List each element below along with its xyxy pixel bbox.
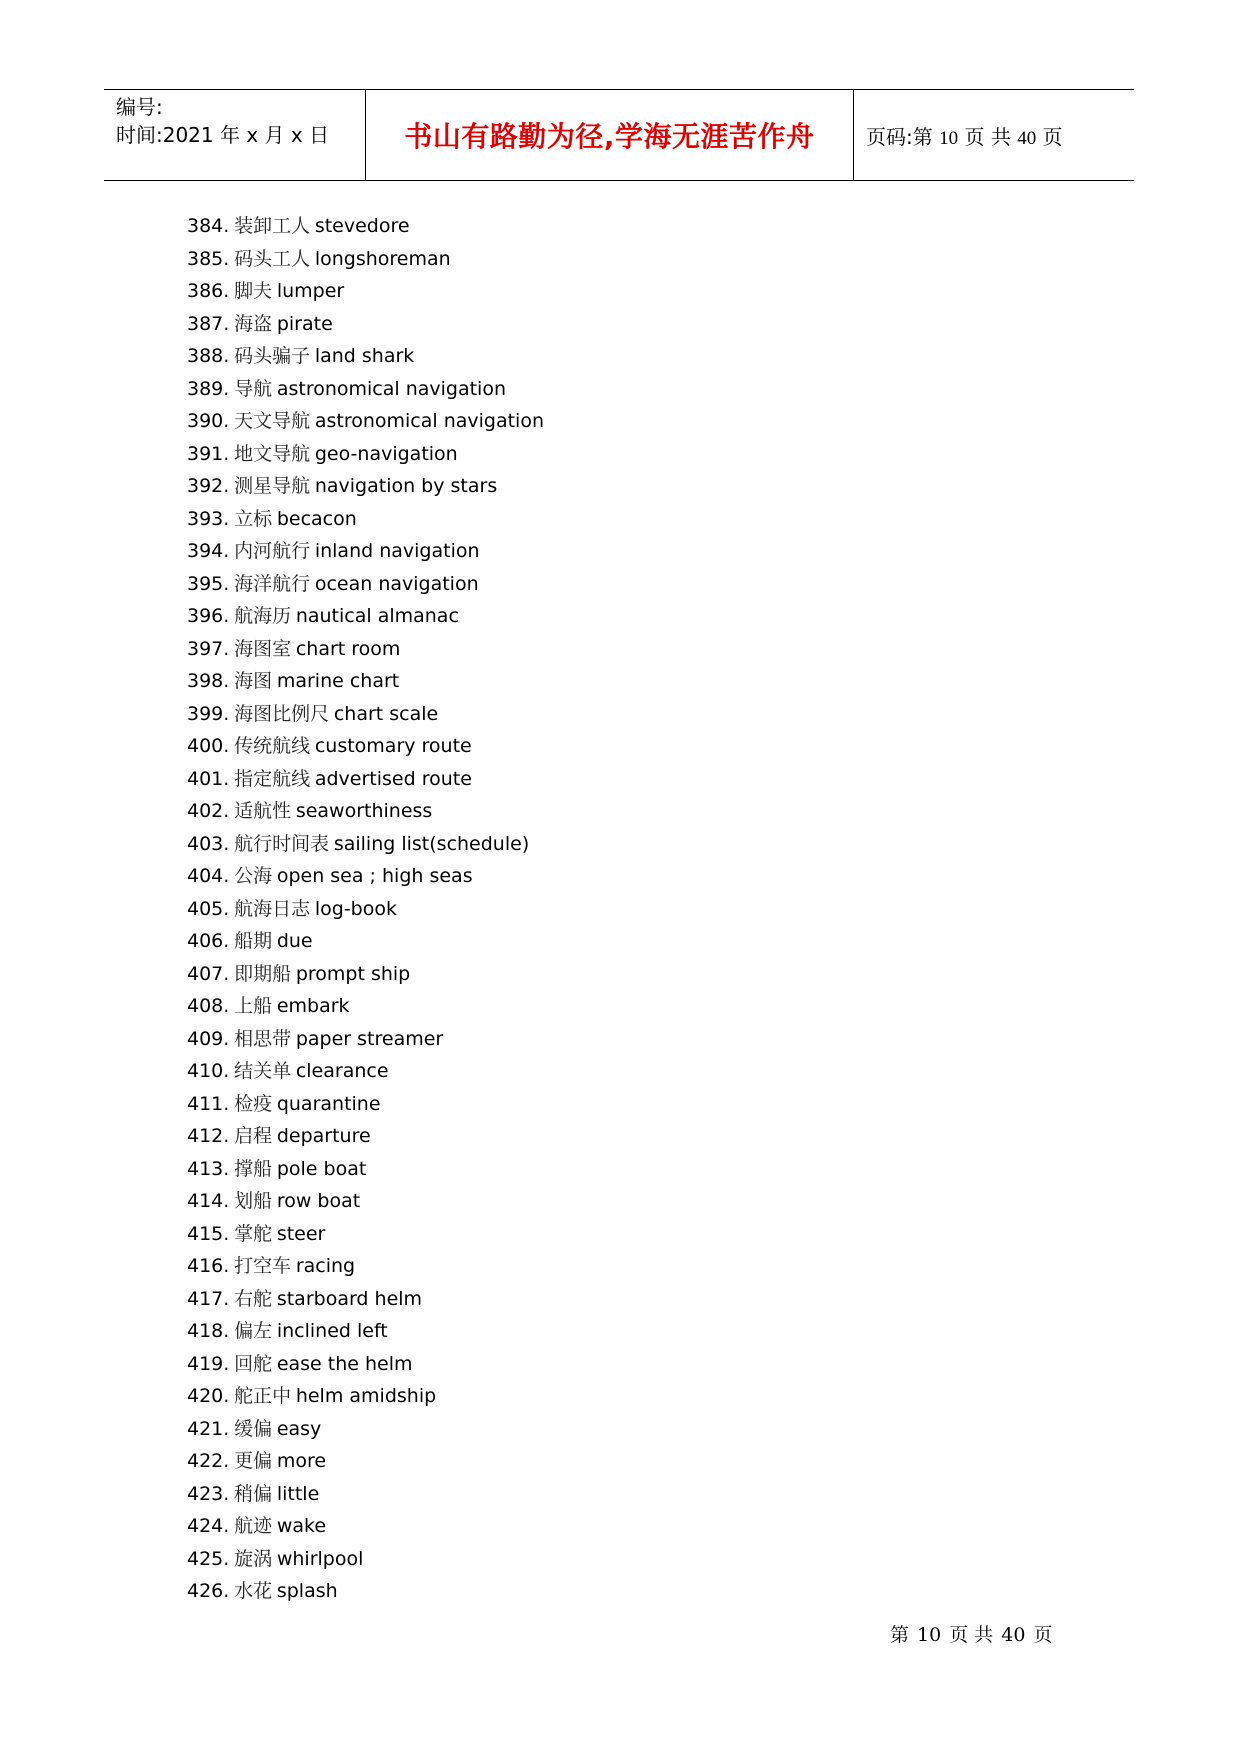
entry-english: quarantine: [276, 1092, 381, 1115]
entry-english: sailing list(schedule): [333, 832, 530, 855]
list-item: [187, 405, 544, 438]
time-label: 时间:2021 年 x 月 x 日: [116, 123, 330, 147]
entry-english: whirlpool: [276, 1547, 364, 1570]
entry-chinese: 内河航行: [234, 540, 311, 562]
entry-number: 399.: [187, 702, 230, 725]
entry-chinese: 立标: [234, 507, 273, 530]
entry-chinese: 检疫: [234, 1092, 273, 1115]
entry-english: ocean navigation: [314, 572, 479, 595]
entry-chinese: 撑船: [234, 1157, 273, 1180]
entry-number: 421.: [187, 1417, 230, 1440]
list-item: [187, 308, 544, 341]
header-page-suffix: 页: [1042, 124, 1063, 149]
entry-number: 401.: [187, 767, 230, 790]
entry-chinese: 航海历: [234, 605, 292, 627]
entry-number: 408.: [187, 995, 230, 1017]
header-meta-cell: [104, 90, 366, 180]
entry-english: open sea ; high seas: [276, 865, 473, 887]
entry-number: 400.: [187, 735, 230, 757]
entry-chinese: 上船: [234, 995, 273, 1017]
list-item: [187, 1153, 544, 1186]
entry-chinese: 旋涡: [234, 1547, 273, 1570]
header-page-current: 10: [939, 127, 959, 149]
entry-chinese: 航海日志: [234, 897, 311, 920]
entry-chinese: 适航性: [234, 800, 292, 822]
entry-number: 425.: [187, 1547, 230, 1570]
entry-english: paper streamer: [295, 1027, 444, 1050]
entry-number: 416.: [187, 1255, 230, 1277]
list-item: [187, 373, 544, 406]
list-item: [187, 243, 544, 276]
entry-english: helm amidship: [295, 1385, 437, 1407]
entry-chinese: 偏左: [234, 1320, 273, 1342]
entry-number: 391.: [187, 442, 230, 465]
footer-suffix: 页: [1033, 1624, 1053, 1646]
entry-english: chart room: [295, 637, 401, 660]
entry-chinese: 导航: [234, 377, 273, 400]
entry-number: 405.: [187, 897, 230, 920]
entry-chinese: 航迹: [234, 1515, 273, 1537]
entry-chinese: 右舵: [234, 1287, 273, 1310]
list-item: [187, 340, 544, 373]
entry-english: pirate: [276, 312, 333, 335]
entry-chinese: 结关单: [234, 1060, 292, 1082]
vocabulary-list: [187, 210, 544, 1608]
header-page-info: [866, 121, 1063, 150]
list-item: [187, 1283, 544, 1316]
entry-chinese: 装卸工人: [234, 215, 311, 237]
entry-number: 389.: [187, 377, 230, 400]
footer-total: 40: [1001, 1624, 1026, 1646]
entry-english: more: [276, 1450, 327, 1472]
entry-english: navigation by stars: [314, 475, 498, 497]
entry-english: inclined left: [276, 1320, 388, 1342]
entry-chinese: 启程: [234, 1125, 273, 1147]
entry-english: lumper: [276, 280, 345, 302]
entry-number: 411.: [187, 1092, 230, 1115]
entry-chinese: 打空车: [234, 1255, 292, 1277]
list-item: [187, 1445, 544, 1478]
list-item: [187, 730, 544, 763]
entry-chinese: 天文导航: [234, 410, 311, 432]
list-item: [187, 1478, 544, 1511]
entry-chinese: 码头骗子: [234, 345, 311, 367]
entry-chinese: 划船: [234, 1190, 273, 1212]
entry-english: little: [276, 1482, 320, 1505]
entry-number: 407.: [187, 962, 230, 985]
entry-chinese: 回舵: [234, 1352, 273, 1375]
entry-english: longshoreman: [314, 247, 451, 270]
entry-number: 390.: [187, 410, 230, 432]
entry-number: 418.: [187, 1320, 230, 1342]
entry-number: 412.: [187, 1125, 230, 1147]
list-item: [187, 600, 544, 633]
entry-number: 385.: [187, 247, 230, 270]
entry-english: clearance: [295, 1060, 389, 1082]
entry-english: land shark: [314, 345, 415, 367]
entry-english: becacon: [276, 507, 357, 530]
entry-chinese: 海盗: [234, 312, 273, 335]
entry-chinese: 海图: [234, 670, 273, 692]
footer-current: 10: [917, 1624, 942, 1646]
entry-number: 422.: [187, 1450, 230, 1472]
list-item: [187, 1218, 544, 1251]
entry-chinese: 掌舵: [234, 1222, 273, 1245]
header-page-total: 40: [1017, 127, 1037, 149]
entry-chinese: 缓偏: [234, 1417, 273, 1440]
entry-english: geo-navigation: [314, 442, 458, 465]
entry-english: due: [276, 930, 313, 952]
entry-number: 409.: [187, 1027, 230, 1050]
entry-number: 396.: [187, 605, 230, 627]
entry-number: 417.: [187, 1287, 230, 1310]
entry-english: nautical almanac: [295, 605, 459, 627]
entry-number: 398.: [187, 670, 230, 692]
entry-chinese: 即期船: [234, 962, 292, 985]
entry-english: prompt ship: [295, 962, 411, 985]
list-item: [187, 925, 544, 958]
entry-number: 397.: [187, 637, 230, 660]
entry-number: 414.: [187, 1190, 230, 1212]
entry-chinese: 水花: [234, 1580, 273, 1602]
footer-mid: 页 共: [949, 1624, 994, 1646]
list-item: [187, 633, 544, 666]
entry-chinese: 脚夫: [234, 280, 273, 302]
entry-chinese: 码头工人: [234, 247, 311, 270]
entry-english: pole boat: [276, 1157, 367, 1180]
list-item: [187, 1413, 544, 1446]
entry-english: astronomical navigation: [276, 377, 507, 400]
entry-number: 424.: [187, 1515, 230, 1537]
entry-english: inland navigation: [314, 540, 480, 562]
header-page-prefix: 页码:第: [866, 124, 933, 149]
entry-number: 406.: [187, 930, 230, 952]
list-item: [187, 470, 544, 503]
entry-chinese: 测星导航: [234, 475, 311, 497]
entry-english: embark: [276, 995, 350, 1017]
list-item: [187, 860, 544, 893]
entry-chinese: 指定航线: [234, 767, 311, 790]
motto-text: 书山有路勤为径,学海无涯苦作舟: [404, 120, 815, 153]
entry-number: 392.: [187, 475, 230, 497]
header-page-mid: 页 共: [964, 124, 1011, 149]
entry-number: 420.: [187, 1385, 230, 1407]
list-item: [187, 1510, 544, 1543]
entry-number: 426.: [187, 1580, 230, 1602]
list-item: [187, 665, 544, 698]
entry-number: 402.: [187, 800, 230, 822]
list-item: [187, 275, 544, 308]
list-item: [187, 1348, 544, 1381]
list-item: [187, 1088, 544, 1121]
entry-number: 403.: [187, 832, 230, 855]
list-item: [187, 698, 544, 731]
list-item: [187, 503, 544, 536]
list-item: [187, 795, 544, 828]
entry-english: starboard helm: [276, 1287, 423, 1310]
entry-english: splash: [276, 1580, 338, 1602]
entry-number: 394.: [187, 540, 230, 562]
entry-number: 415.: [187, 1222, 230, 1245]
entry-chinese: 航行时间表: [234, 832, 330, 855]
entry-english: easy: [276, 1417, 322, 1440]
entry-number: 384.: [187, 215, 230, 237]
list-item: [187, 1023, 544, 1056]
list-item: [187, 893, 544, 926]
entry-number: 413.: [187, 1157, 230, 1180]
page-footer: [890, 1620, 1060, 1647]
entry-english: customary route: [314, 735, 472, 757]
list-item: [187, 828, 544, 861]
list-item: [187, 210, 544, 243]
list-item: [187, 535, 544, 568]
entry-english: racing: [295, 1255, 356, 1277]
entry-chinese: 公海: [234, 865, 273, 887]
list-item: [187, 1543, 544, 1576]
entry-chinese: 舵正中: [234, 1385, 292, 1407]
entry-number: 423.: [187, 1482, 230, 1505]
entry-chinese: 地文导航: [234, 442, 311, 465]
entry-english: ease the helm: [276, 1352, 413, 1375]
entry-chinese: 海图比例尺: [234, 702, 330, 725]
list-item: [187, 990, 544, 1023]
entry-chinese: 海洋航行: [234, 572, 311, 595]
list-item: [187, 1575, 544, 1608]
entry-english: seaworthiness: [295, 800, 433, 822]
entry-number: 395.: [187, 572, 230, 595]
entry-chinese: 船期: [234, 930, 273, 952]
entry-english: departure: [276, 1125, 371, 1147]
entry-number: 387.: [187, 312, 230, 335]
header-page-cell: [854, 90, 1134, 180]
entry-english: log-book: [314, 897, 397, 920]
entry-english: row boat: [276, 1190, 361, 1212]
list-item: [187, 1380, 544, 1413]
entry-english: advertised route: [314, 767, 472, 790]
entry-number: 393.: [187, 507, 230, 530]
entry-chinese: 海图室: [234, 637, 292, 660]
entry-number: 404.: [187, 865, 230, 887]
list-item: [187, 1120, 544, 1153]
list-item: [187, 1315, 544, 1348]
list-item: [187, 1055, 544, 1088]
list-item: [187, 763, 544, 796]
entry-number: 410.: [187, 1060, 230, 1082]
entry-number: 419.: [187, 1352, 230, 1375]
entry-chinese: 更偏: [234, 1450, 273, 1472]
list-item: [187, 568, 544, 601]
code-label: 编号:: [116, 95, 163, 119]
entry-english: chart scale: [333, 702, 439, 725]
entry-number: 388.: [187, 345, 230, 367]
list-item: [187, 1250, 544, 1283]
entry-english: wake: [276, 1515, 327, 1537]
footer-prefix: 第: [890, 1624, 910, 1646]
header-table: [104, 89, 1134, 181]
entry-chinese: 稍偏: [234, 1482, 273, 1505]
header-motto-cell: [366, 90, 854, 180]
list-item: [187, 1185, 544, 1218]
entry-chinese: 传统航线: [234, 735, 311, 757]
entry-english: astronomical navigation: [314, 410, 545, 432]
entry-number: 386.: [187, 280, 230, 302]
list-item: [187, 438, 544, 471]
entry-chinese: 相思带: [234, 1027, 292, 1050]
list-item: [187, 958, 544, 991]
entry-english: marine chart: [276, 670, 400, 692]
entry-english: steer: [276, 1222, 326, 1245]
entry-english: stevedore: [314, 215, 410, 237]
